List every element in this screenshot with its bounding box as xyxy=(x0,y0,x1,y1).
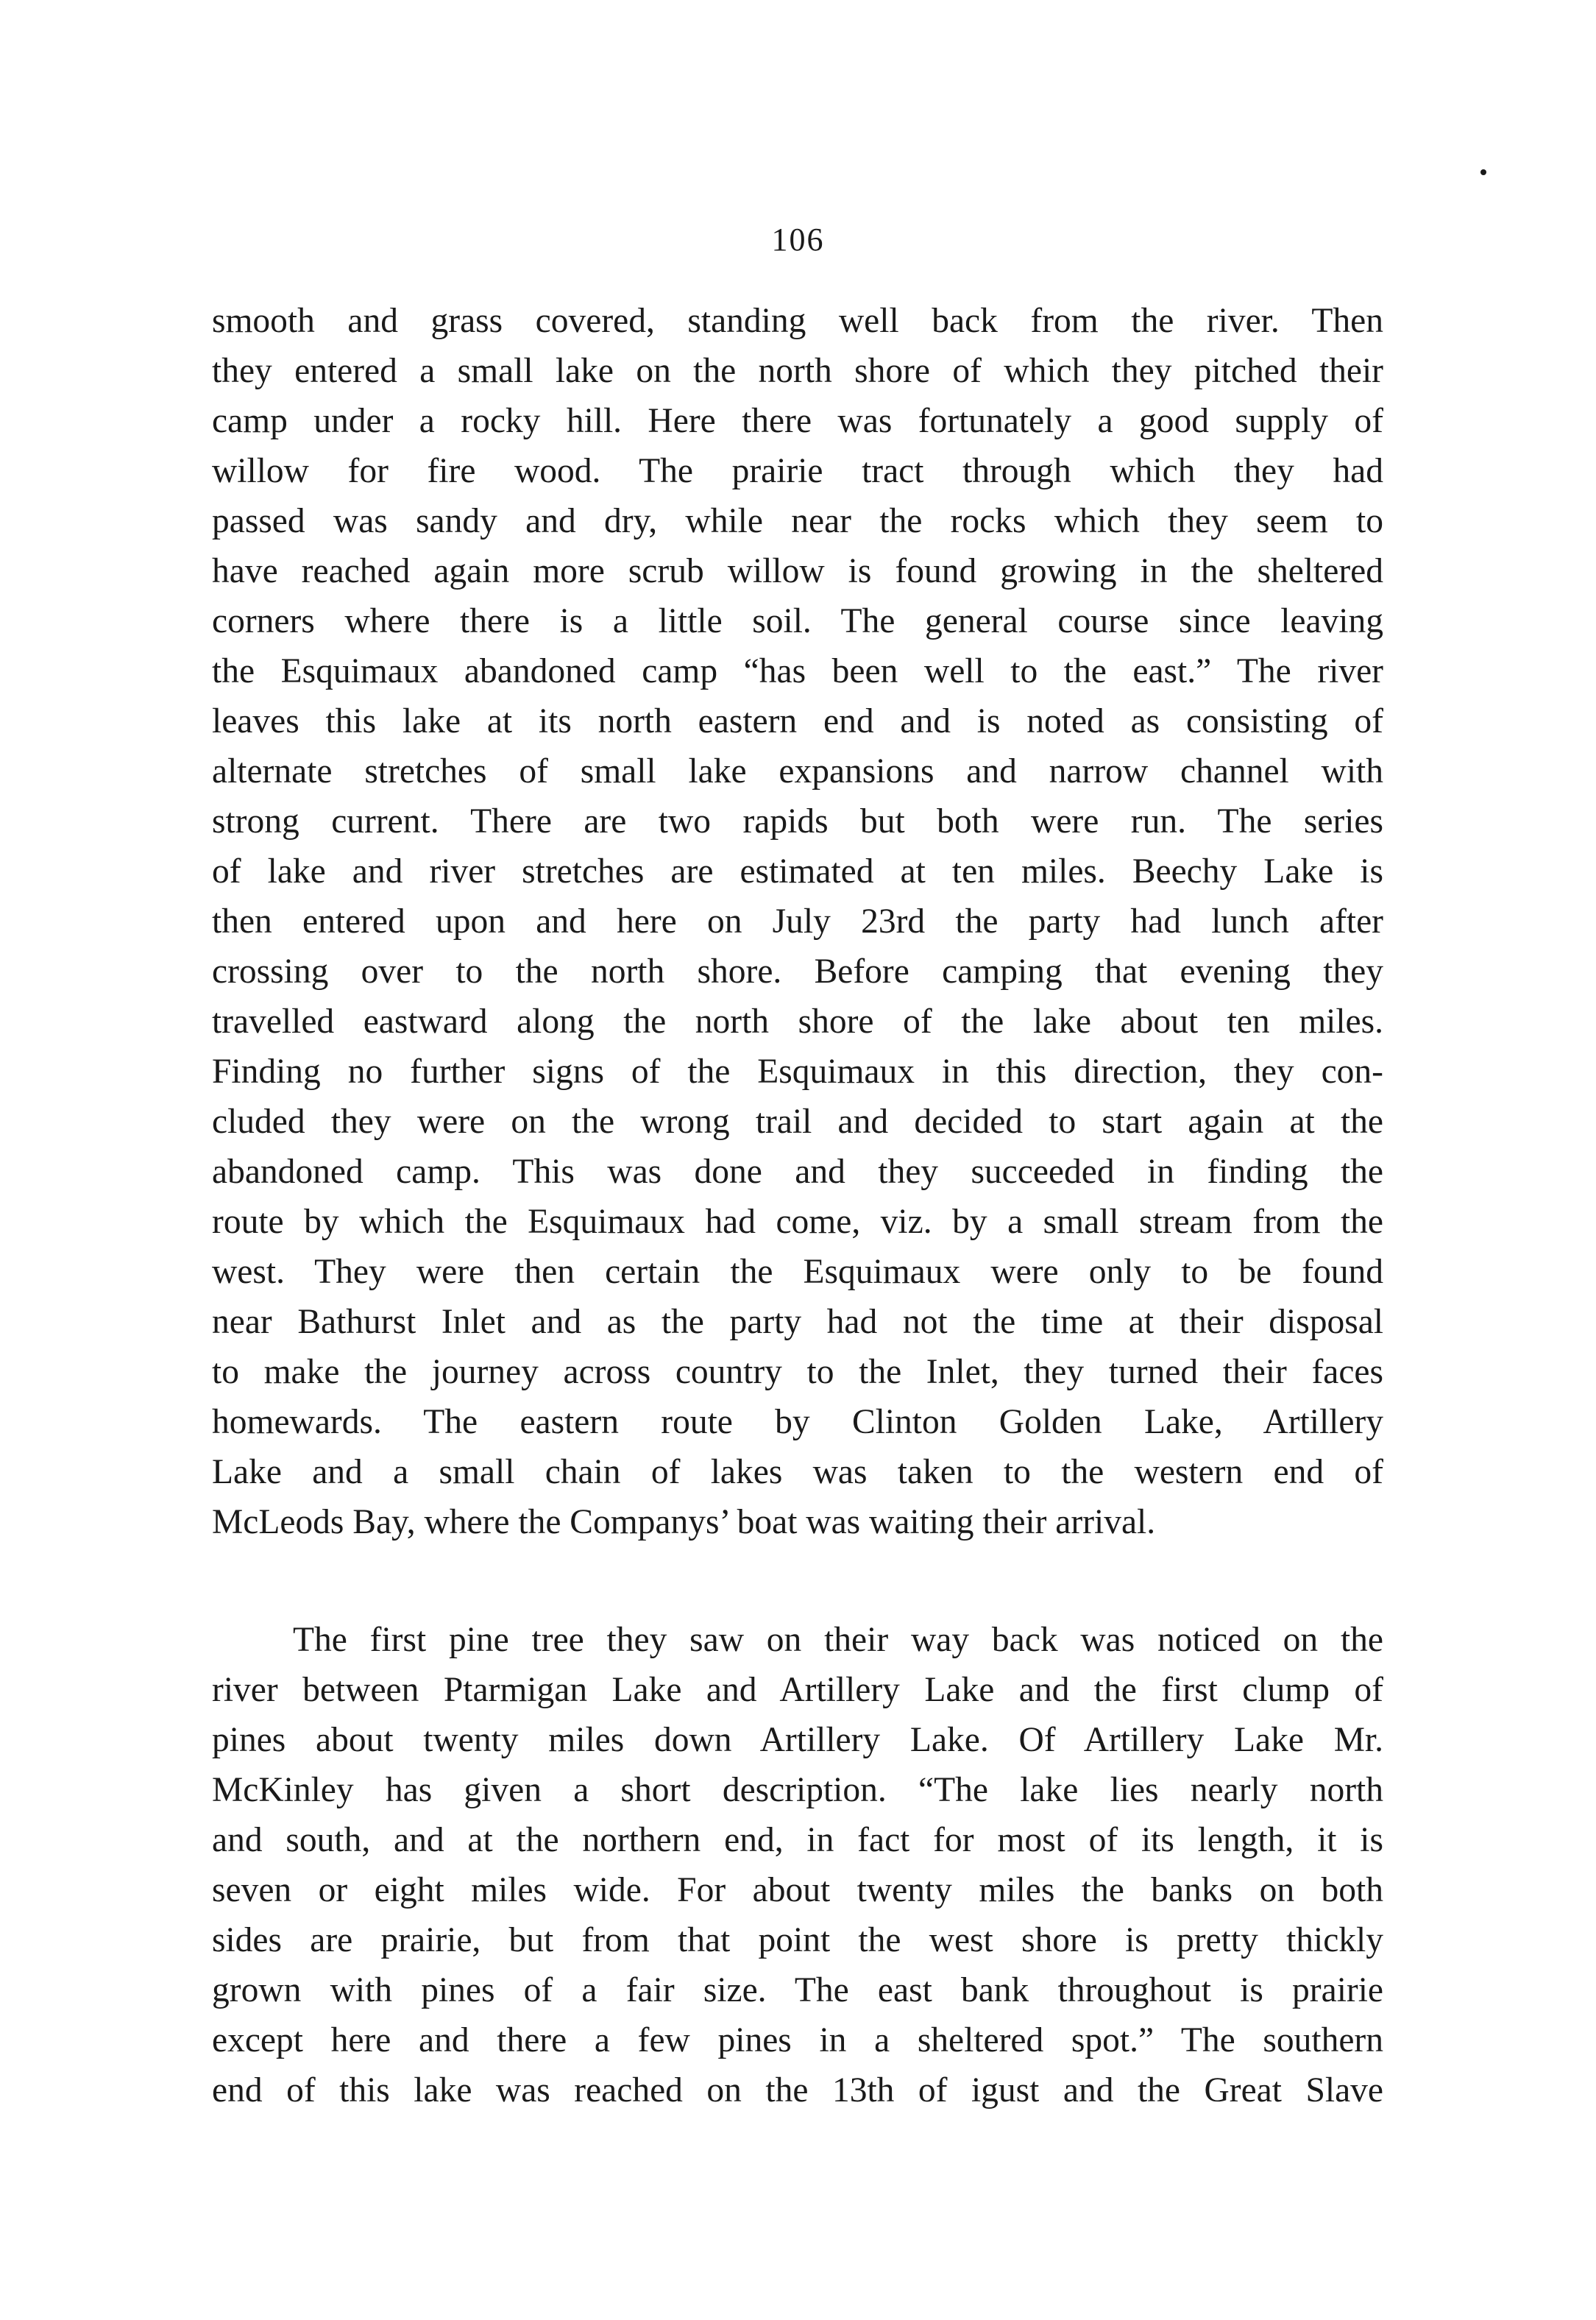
paragraph-2 xyxy=(212,1615,1383,2115)
text-line: of lake and river stretches are estimated at ten miles. Beechy Lake is xyxy=(212,852,1383,891)
text-line: smooth and grass covered, standing well back from the river. Then xyxy=(212,302,1383,340)
text-line: alternate stretches of small lake expansions and narrow channel with xyxy=(212,752,1383,791)
text-line: corners where there is a little soil. The general course since leaving xyxy=(212,602,1383,640)
text-line: abandoned camp. This was done and they succeeded in finding the xyxy=(212,1153,1383,1191)
text-line: river between Ptarmigan Lake and Artillery Lake and the first clump of xyxy=(212,1671,1383,1709)
print-speck xyxy=(1480,169,1486,175)
text-line: cluded they were on the wrong trail and decided to start again at the xyxy=(212,1103,1383,1141)
text-line: pines about twenty miles down Artillery Lake. Of Artillery Lake Mr. xyxy=(212,1721,1383,1759)
text-line: and south, and at the northern end, in fact for most of its length, it is xyxy=(212,1821,1383,1859)
text-line: near Bathurst Inlet and as the party had not the time at their disposal xyxy=(212,1303,1383,1341)
text-line: end of this lake was reached on the 13th of igust and the Great Slave xyxy=(212,2071,1383,2109)
text-line: camp under a rocky hill. Here there was fortunately a good supply of xyxy=(212,402,1383,440)
text-line: sides are prairie, but from that point the west shore is pretty thickly xyxy=(212,1921,1383,1959)
text-line: to make the journey across country to the Inlet, they turned their faces xyxy=(212,1353,1383,1391)
text-line: leaves this lake at its north eastern end and is noted as consisting of xyxy=(212,702,1383,740)
text-line: passed was sandy and dry, while near the rocks which they seem to xyxy=(212,502,1383,540)
text-line: Lake and a small chain of lakes was taken to the western end of xyxy=(212,1453,1383,1491)
text-line: McLeods Bay, where the Companys’ boat was waiting their arrival. xyxy=(212,1503,1156,1541)
text-line: seven or eight miles wide. For about twenty miles the banks on both xyxy=(212,1871,1383,1909)
text-line: strong current. There are two rapids but both were run. The series xyxy=(212,802,1383,841)
page-number: 106 xyxy=(771,222,825,258)
text-line: The first pine tree they saw on their way back was noticed on the xyxy=(293,1621,1383,1659)
text-line: travelled eastward along the north shore of the lake about ten miles. xyxy=(212,1002,1383,1041)
text-line: McKinley has given a short description. “The lake lies nearly north xyxy=(212,1771,1383,1809)
text-line: homewards. The eastern route by Clinton Golden Lake, Artillery xyxy=(212,1403,1383,1441)
text-line: crossing over to the north shore. Before camping that evening they xyxy=(212,952,1383,991)
text-line: the Esquimaux abandoned camp “has been well to the east.” The river xyxy=(212,652,1383,690)
text-line: Finding no further signs of the Esquimaux in this direction, they con- xyxy=(212,1053,1383,1091)
text-line: willow for fire wood. The prairie tract through which they had xyxy=(212,452,1383,490)
text-line: west. They were then certain the Esquimaux were only to be found xyxy=(212,1253,1383,1291)
text-line: route by which the Esquimaux had come, viz. by a small stream from the xyxy=(212,1203,1383,1241)
text-line: they entered a small lake on the north shore of which they pitched their xyxy=(212,352,1383,390)
text-line: except here and there a few pines in a sheltered spot.” The southern xyxy=(212,2021,1383,2059)
text-line: grown with pines of a fair size. The east bank throughout is prairie xyxy=(212,1971,1383,2009)
text-line: then entered upon and here on July 23rd the party had lunch after xyxy=(212,902,1383,941)
text-line: have reached again more scrub willow is found growing in the sheltered xyxy=(212,552,1383,590)
paragraph-1 xyxy=(212,296,1383,1547)
